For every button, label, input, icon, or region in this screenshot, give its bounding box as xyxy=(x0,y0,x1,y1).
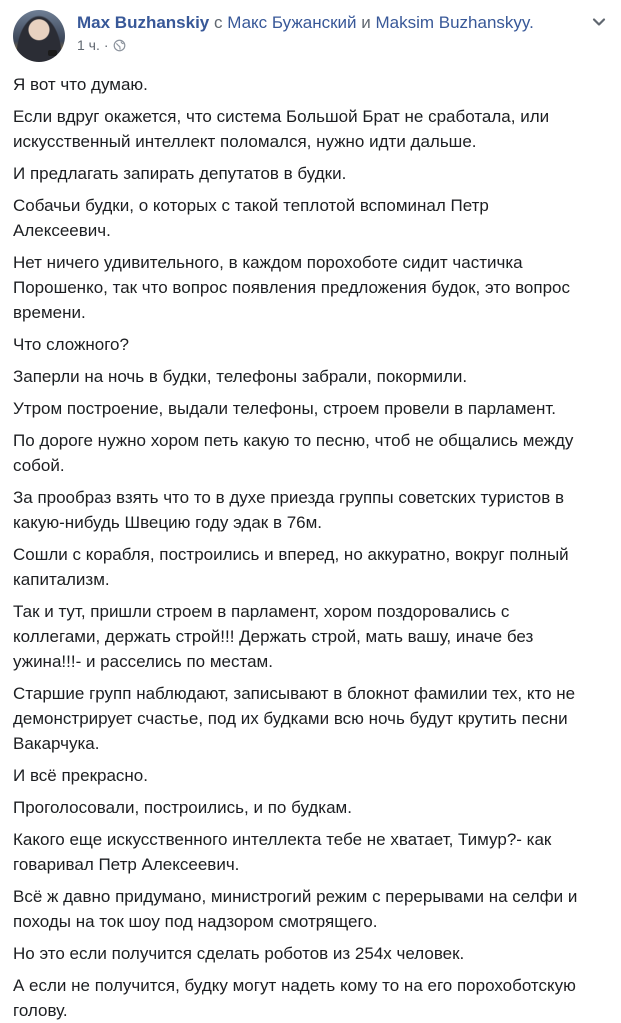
post-paragraph: Сошли с корабля, построились и вперед, но аккуратно, вокруг полный капитализм. xyxy=(13,545,569,589)
post-paragraph: Какого еще искусственного интеллекта тебе не хватает, Тимур?- как говаривал Петр Алексеевич. xyxy=(13,830,552,874)
globe-icon[interactable] xyxy=(113,39,126,52)
post-body xyxy=(13,72,609,1023)
post-paragraph: И предлагать запирать депутатов в будки. xyxy=(13,164,347,183)
tagged-user-1-link[interactable]: Макс Бужанский xyxy=(227,13,357,32)
author-name-link[interactable]: Max Buzhanskiy xyxy=(77,13,210,32)
post-paragraph: Старшие групп наблюдают, записывают в блокнот фамилии тех, кто не демонстрирует счастье, под их будками всю ночь будут крутить песни Вакарчука. xyxy=(13,684,576,753)
post-paragraph: Заперли на ночь в будки, телефоны забрали, покормили. xyxy=(13,367,468,386)
separator-dot: · xyxy=(103,37,109,53)
chevron-down-icon[interactable] xyxy=(591,14,607,30)
post-paragraph: За прообраз взять что то в духе приезда группы советских туристов в какую-нибудь Швецию году эдак в 76м. xyxy=(13,488,565,532)
post-paragraph: Проголосовали, построились, и по будкам. xyxy=(13,798,352,817)
post-paragraph: По дороге нужно хором петь какую то песню, чтоб не общались между собой. xyxy=(13,431,574,475)
post-header xyxy=(13,10,609,70)
with-label: с xyxy=(214,13,223,32)
and-label: и xyxy=(361,13,371,32)
post-paragraph: Собачьи будки, о которых с такой теплотой вспоминал Петр Алексеевич. xyxy=(13,196,489,240)
post-paragraph: Всё ж давно придумано, министрогий режим с перерывами на селфи и походы на ток шоу под надзором смотрящего. xyxy=(13,887,578,931)
post-paragraph: Нет ничего удивительного, в каждом порохоботе сидит частичка Порошенко, так что вопрос появления предложения будок, это вопрос времени. xyxy=(13,253,570,322)
post-paragraph: Так и тут, пришли строем в парламент, хором поздоровались с коллегами, держать строй!!! Держать строй, мать вашу, иначе без ужина!!!- и расселись по местам. xyxy=(13,602,534,671)
post-paragraph: Что сложного? xyxy=(13,335,129,354)
post-paragraph: Утром построение, выдали телефоны, строем провели в парламент. xyxy=(13,399,556,418)
post-paragraph: А если не получится, будку могут надеть кому то на его порохоботскую голову. xyxy=(13,976,576,1020)
tagged-user-2-link[interactable]: Maksim Buzhanskyy. xyxy=(375,13,534,32)
post-paragraph: Если вдруг окажется, что система Большой Брат не сработала, или искусственный интеллект поломался, нужно идти дальше. xyxy=(13,107,550,151)
post-paragraph: И всё прекрасно. xyxy=(13,766,148,785)
post-timestamp-link[interactable]: 1 ч. xyxy=(77,37,100,53)
post-subline xyxy=(77,36,534,54)
post-paragraph: Но это если получится сделать роботов из 254х человек. xyxy=(13,944,465,963)
post-meta xyxy=(77,10,534,54)
author-avatar[interactable] xyxy=(13,10,65,62)
post-title-line xyxy=(77,12,534,34)
camera-icon xyxy=(48,50,57,56)
post-paragraph: Я вот что думаю. xyxy=(13,75,148,94)
